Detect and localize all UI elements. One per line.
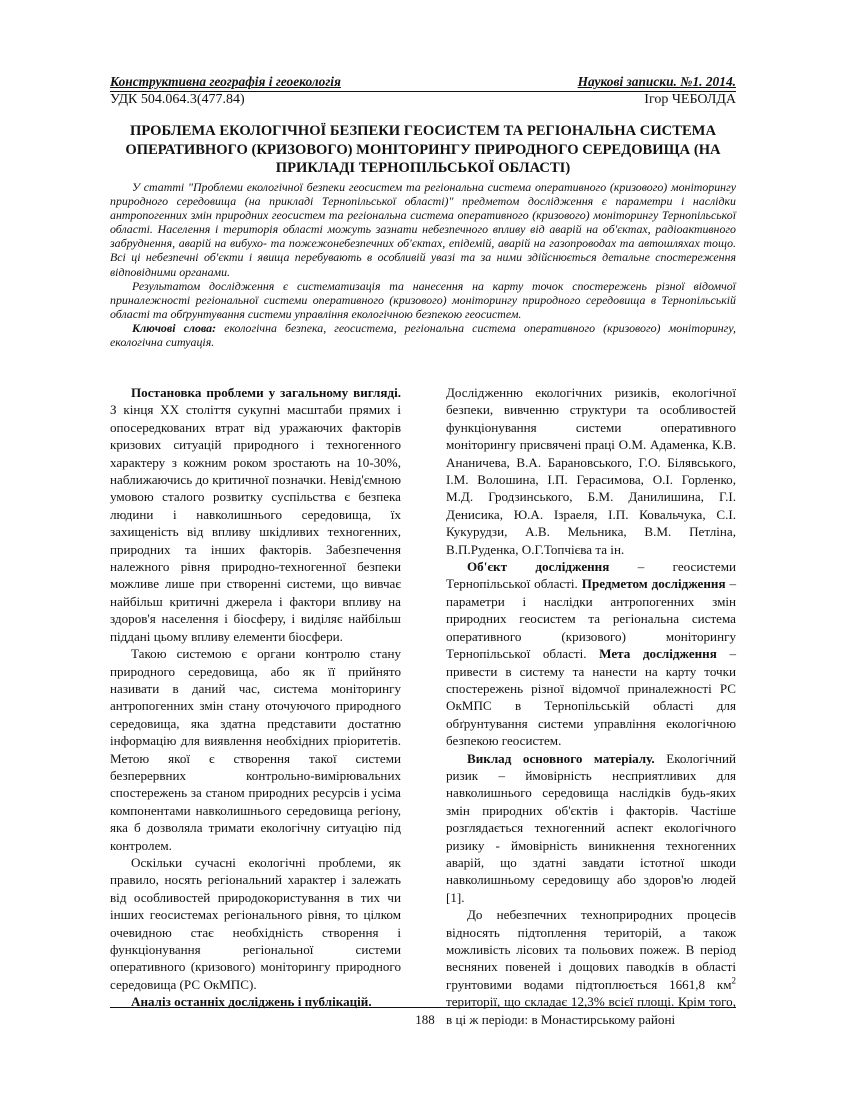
- paragraph: Такою системою є органи контролю стану природного середовища, або як її прийнято називати в даний час, система моніторингу антропогенних змін стану оточуючого природного середовища, яка здатна представити достатню інформацію для виявлення необхідних пріоритетів. Метою якої є створення такої системи безперервних контрольно-вимірювальних спостережень за станом природних ресурсів і усіма компонентами навколишнього середовища регіону, яка б дозволяла тримати екологічну ситуацію під контролем.: [110, 646, 401, 853]
- object-label: Об'єкт дослідження: [467, 559, 610, 575]
- paragraph-text: – параметри і наслідки антропогенних змін природних геосистем та регіональна система оперативного (кризового) моніторингу Тернопільської області.: [446, 576, 737, 662]
- footer-rule: [110, 1007, 736, 1008]
- abstract-paragraph: Результатом дослідження є систематизація та нанесення на карту точок спостережень різної відомчої приналежності регіональної системи оперативного (кризового) моніторингу природного середовища в Тернопільській області та обґрунтування системи управління екологічною безпекою геосистем.: [110, 278, 736, 321]
- udc-code: УДК 504.064.3(477.84): [110, 92, 245, 107]
- superscript: 2: [731, 975, 736, 986]
- section-title: Конструктивна географія і геоекологія: [110, 74, 341, 89]
- paragraph: Дослідженню екологічних ризиків, екологічної безпеки, вивченню структури та особливостей функціонування системи оперативного моніторингу присвячені праці О.М. Адаменка, К.В. Ананичева, В.А. Барановського, Г.О. Білявського, І.М. Волошина, І.П. Герасимова, О.І. Горленко, М.Д. Гродзинського, Б.М. Данилишина, Г.І. Денисика, Ю.А. Ізраеля, І.П. Ковальчука, С.І. Кукурудзи, А.В. Мельника, В.М. Петліна, В.П.Руденка, О.Г.Топчієва та ін.: [446, 385, 736, 557]
- author-name: Ігор ЧЕБОЛДА: [644, 92, 736, 107]
- abstract-paragraph: У статті "Проблеми екологічної безпеки геосистем та регіональна система оперативного (кризового) моніторингу природного середовища (на прикладі Тернопільської області)" предметом дослідження є параметри і наслідки антропогенних змін природних геосистем та регіональна система оперативного (кризового) моніторингу Тернопільської області. Населення і територія області можуть зазнати небезпечного впливу від аварій на об'єктах, радіоактивного забруднення, аварій на вибухо- та пожежонебезпечних об'єктах, епідемій, аварій на газопроводах та автошляхах тощо. Всі ці небезпечні об'єкти і явища перебувають в особливій увазі та за ними здійснюється детальне спостереження відповідними органами.: [110, 180, 736, 279]
- section-heading: Постановка проблеми у загальному вигляді.: [131, 385, 401, 400]
- paragraph: Оскільки сучасні екологічні проблеми, як правило, носять регіональний характер і залежать від особливостей природокористування в тих чи інших геосистемах регіонального рівня, то цілком очевидною стає необхідність створення і функціонування регіональної системи оперативного (кризового) моніторингу природного середовища (РС ОкМПС).: [110, 854, 401, 992]
- paragraph-text: До небезпечних техноприродних процесів відносять підтоплення територій, а також можливість лісових та польових пожеж. В період весняних повеней і дощових паводків в області грунтовими водами підтоплюється 1661,8 км: [446, 907, 736, 992]
- paragraph: [110, 993, 401, 1010]
- paragraph-text: З кінця XX століття сукупні масштаби прямих і опосередкованих втрат від уражаючих факторів кризових ситуацій природного і техногенного характеру з кожним роком зростають на 10-30%, наближаючись до критичної позначки. Невід'ємною умовою сталого розвитку суспільства є безпека людини і навколишнього середовища, їх захищеність від впливу шкідливих техногенних, природних та інших факторів. Забезпечення належного рівня природно-техногенної безпеки можливе лише при створенні системи, що вивчає найбільш критичні джерела і фактори впливу на здоров'я населення і біосферу, і виділяє найбільш піддані цьому впливу елементи біосфери.: [110, 402, 401, 644]
- left-column: [110, 384, 401, 1011]
- paragraph-text: Екологічний ризик – ймовірність несприятливих для навколишнього середовища наслідків будь-яких змін природних об'єктів і факторів. Частіше розглядається техногенний аспект екологічного ризику - ймовірність виникнення техногенних аварій, що здатні завдати істотної шкоди навколишньому середовищу або здоров'ю людей [1].: [446, 750, 736, 905]
- paragraph: [110, 384, 401, 645]
- right-column: [446, 384, 736, 1028]
- paragraph-text: території, що складає 12,3% всієї площі. Крім того, в ці ж періоди: в Монастирському районі: [446, 994, 736, 1027]
- subject-label: Предметом дослідження: [581, 576, 726, 592]
- paragraph-text: – привести в систему та нанести на карту точки спостережень різної відомчої приналежності РС ОкМПС в Тернопільській області для обґрунтування системи управління екологічною безпекою геосистем.: [446, 646, 736, 749]
- paragraph: [446, 750, 736, 907]
- running-header: [110, 74, 736, 92]
- section-heading: Аналіз останніх досліджень і публікацій.: [131, 994, 372, 1010]
- page-number: 188: [415, 1012, 435, 1027]
- paragraph-text: – геосистеми Тернопільської області.: [446, 559, 736, 592]
- keywords-label: Ключові слова:: [132, 320, 217, 335]
- paragraph: [446, 558, 736, 749]
- paragraph: [446, 906, 736, 1028]
- aim-label: Мета дослідження: [599, 646, 717, 662]
- udc-line: [110, 92, 736, 108]
- keywords: [110, 321, 736, 349]
- keywords-text: екологічна безпека, геосистема, регіональна система оперативного (кризового) моніторингу, екологічна ситуація.: [110, 320, 736, 350]
- journal-name: Наукові записки. №1. 2014.: [577, 74, 736, 89]
- article-title: ПРОБЛЕМА ЕКОЛОГІЧНОЇ БЕЗПЕКИ ГЕОСИСТЕМ ТА РЕГІОНАЛЬНА СИСТЕМА ОПЕРАТИВНОГО (КРИЗОВОГО) МОНІТОРИНГУ ПРИРОДНОГО СЕРЕДОВИЩА (НА ПРИКЛАДІ ТЕРНОПІЛЬСЬКОЇ ОБЛАСТІ): [125, 123, 721, 176]
- section-heading: Виклад основного матеріалу.: [467, 750, 655, 766]
- abstract: [110, 180, 736, 349]
